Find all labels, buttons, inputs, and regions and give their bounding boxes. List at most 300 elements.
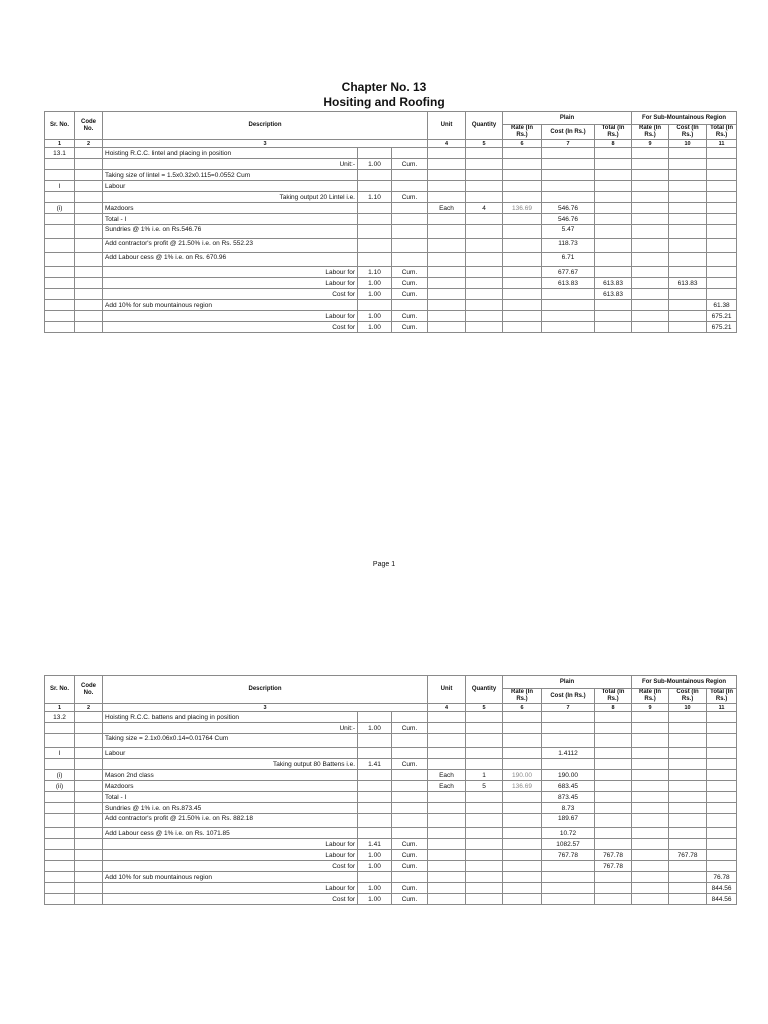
table-cell (707, 839, 737, 850)
table-row (45, 278, 737, 289)
table-row (45, 734, 737, 748)
table-cell (669, 883, 707, 894)
col-number: 11 (707, 704, 737, 712)
table-cell (595, 253, 632, 267)
table-row (45, 712, 737, 723)
table-cell (358, 253, 392, 267)
table-cell (542, 170, 595, 181)
table-cell (669, 781, 707, 792)
table-cell (75, 861, 103, 872)
table-cell (669, 814, 707, 828)
table-row (45, 192, 737, 203)
table-cell (466, 814, 503, 828)
table-cell (632, 289, 669, 300)
header-total-sub: Total (In Rs.) (707, 125, 737, 140)
table-cell: 1.00 (358, 883, 392, 894)
table-cell (542, 181, 595, 192)
table-cell (595, 214, 632, 225)
table-cell: Cum. (392, 861, 428, 872)
table-cell (707, 861, 737, 872)
table-cell: 76.78 (707, 872, 737, 883)
table-cell (75, 839, 103, 850)
table-cell (632, 203, 669, 214)
table-cell (428, 872, 466, 883)
table-cell (669, 894, 707, 905)
table-row (45, 872, 737, 883)
table-row (45, 792, 737, 803)
table-cell (75, 850, 103, 861)
table-cell (707, 289, 737, 300)
table-row (45, 148, 737, 159)
table-cell (75, 872, 103, 883)
table-cell: Hoisting R.C.C. battens and placing in position (103, 712, 358, 723)
table-cell (632, 781, 669, 792)
table-cell (75, 814, 103, 828)
table-cell (75, 894, 103, 905)
table-cell: Add contractor's profit @ 21.50% i.e. on Rs. 882.18 (103, 814, 358, 828)
table-cell (503, 253, 542, 267)
table-cell: 767.78 (595, 850, 632, 861)
table-cell: Labour for (103, 267, 358, 278)
table-cell: 1.41 (358, 759, 392, 770)
table-cell (358, 872, 392, 883)
table-cell: 1.10 (358, 267, 392, 278)
table-cell (75, 203, 103, 214)
table-cell (45, 267, 75, 278)
table-cell (669, 300, 707, 311)
table-cell (595, 792, 632, 803)
table-cell: Total - I (103, 214, 358, 225)
header-quantity: Quantity (466, 112, 503, 140)
table-cell (503, 723, 542, 734)
table-cell (669, 792, 707, 803)
table-cell (542, 883, 595, 894)
table-cell (392, 225, 428, 239)
table-cell (503, 159, 542, 170)
table-row (45, 814, 737, 828)
table-cell (595, 225, 632, 239)
table-cell (632, 192, 669, 203)
table-cell (392, 734, 428, 748)
table-cell (75, 748, 103, 759)
table-cell (595, 311, 632, 322)
table-cell (428, 861, 466, 872)
header-total-sub: Total (In Rs.) (707, 689, 737, 704)
table-cell (595, 203, 632, 214)
table-cell (358, 239, 392, 253)
table-cell (75, 734, 103, 748)
table-cell (466, 712, 503, 723)
table-cell: Unit:- (103, 723, 358, 734)
table-cell (503, 883, 542, 894)
table-cell (75, 759, 103, 770)
table-cell (503, 748, 542, 759)
table-cell: Mason 2nd class (103, 770, 358, 781)
table-cell: Taking output 20 Lintel i.e. (103, 192, 358, 203)
table-cell (669, 712, 707, 723)
table-cell (45, 839, 75, 850)
table-cell (632, 253, 669, 267)
table-cell (632, 267, 669, 278)
table-cell (632, 759, 669, 770)
col-number: 10 (669, 140, 707, 148)
table-cell (428, 792, 466, 803)
table-cell (669, 181, 707, 192)
table-cell (542, 192, 595, 203)
header-rate-sub: Rate (In Rs.) (632, 125, 669, 140)
table-cell: 13.2 (45, 712, 75, 723)
table-cell (428, 267, 466, 278)
table-cell (595, 239, 632, 253)
table-cell (45, 170, 75, 181)
table-cell (466, 278, 503, 289)
table-cell (707, 814, 737, 828)
table-cell (542, 759, 595, 770)
table-cell (542, 289, 595, 300)
table-cell (428, 225, 466, 239)
table-row (45, 839, 737, 850)
table-cell (707, 759, 737, 770)
table-cell (669, 311, 707, 322)
table-cell (45, 723, 75, 734)
table-cell: Hoisting R.C.C. lintel and placing in position (103, 148, 358, 159)
table-cell (392, 203, 428, 214)
table-cell: Taking size of lintel = 1.5x0.32x0.115=0.0552 Cum (103, 170, 358, 181)
table-cell (428, 300, 466, 311)
table-cell (542, 311, 595, 322)
table-cell: 613.83 (595, 278, 632, 289)
table-cell (45, 289, 75, 300)
table-cell (466, 289, 503, 300)
table-cell (466, 214, 503, 225)
table-cell: 767.78 (669, 850, 707, 861)
table-cell (595, 181, 632, 192)
table-cell (542, 894, 595, 905)
table-cell: Cum. (392, 850, 428, 861)
header-cost: Cost (In Rs.) (542, 125, 595, 140)
table-cell: 675.21 (707, 311, 737, 322)
table-cell (669, 803, 707, 814)
table-cell (428, 239, 466, 253)
table-cell (632, 894, 669, 905)
col-number: 6 (503, 704, 542, 712)
table-cell: Cum. (392, 267, 428, 278)
table-cell: 190.00 (503, 770, 542, 781)
table-cell (358, 781, 392, 792)
table-cell (669, 759, 707, 770)
table-cell (466, 803, 503, 814)
table-cell (542, 861, 595, 872)
table-cell (75, 723, 103, 734)
table-cell: Add contractor's profit @ 21.50% i.e. on Rs. 552.23 (103, 239, 358, 253)
table-row (45, 861, 737, 872)
table-cell (466, 723, 503, 734)
table-cell (595, 300, 632, 311)
table-cell (632, 300, 669, 311)
table-cell (466, 748, 503, 759)
table-cell (669, 225, 707, 239)
table-cell (595, 839, 632, 850)
table-cell (45, 734, 75, 748)
table-cell (75, 781, 103, 792)
table-row (45, 781, 737, 792)
table-cell (392, 239, 428, 253)
table-cell (466, 181, 503, 192)
table-cell: Labour (103, 748, 358, 759)
col-number: 1 (45, 140, 75, 148)
table-cell (466, 311, 503, 322)
table-cell (428, 170, 466, 181)
table-cell (392, 712, 428, 723)
table-cell (392, 181, 428, 192)
table-row (45, 803, 737, 814)
table-cell: 1.00 (358, 289, 392, 300)
table-cell (503, 289, 542, 300)
table-cell: Cum. (392, 883, 428, 894)
table-cell (45, 253, 75, 267)
table-cell (358, 792, 392, 803)
table-cell (632, 322, 669, 333)
col-number: 7 (542, 704, 595, 712)
table-cell: 613.83 (542, 278, 595, 289)
table-cell (669, 748, 707, 759)
table-cell (466, 828, 503, 839)
col-number: 7 (542, 140, 595, 148)
table-cell: Mazdoors (103, 781, 358, 792)
table-cell (466, 850, 503, 861)
table-cell: Add Labour cess @ 1% i.e. on Rs. 670.96 (103, 253, 358, 267)
table-cell (632, 850, 669, 861)
table-cell (632, 883, 669, 894)
table-cell: 1.41 (358, 839, 392, 850)
table-cell: 683.45 (542, 781, 595, 792)
table-cell: 767.78 (595, 861, 632, 872)
table-row (45, 170, 737, 181)
table-cell (428, 850, 466, 861)
table-cell (707, 803, 737, 814)
table-cell (669, 253, 707, 267)
table-cell (392, 872, 428, 883)
table-cell (503, 803, 542, 814)
page-number: Page 1 (372, 561, 396, 568)
header-sub-mountainous: For Sub-Mountainous Region (632, 112, 737, 125)
table-cell (595, 894, 632, 905)
header-description: Description (103, 112, 428, 140)
table-cell: Cum. (392, 311, 428, 322)
table-cell (707, 203, 737, 214)
table-cell (632, 828, 669, 839)
table-cell (75, 712, 103, 723)
table-cell: Mazdoors (103, 203, 358, 214)
table-cell (669, 734, 707, 748)
table-cell (428, 883, 466, 894)
table-cell (503, 828, 542, 839)
table-cell: 13.1 (45, 148, 75, 159)
table-cell (595, 322, 632, 333)
table-cell (503, 225, 542, 239)
table-cell (503, 170, 542, 181)
col-number: 3 (103, 140, 428, 148)
table-cell (392, 828, 428, 839)
table-row (45, 289, 737, 300)
table-cell: 4 (466, 203, 503, 214)
table-cell (707, 267, 737, 278)
table-cell: Each (428, 781, 466, 792)
table-cell (466, 239, 503, 253)
table-cell (75, 792, 103, 803)
col-number: 8 (595, 140, 632, 148)
table-cell (45, 814, 75, 828)
table-cell (358, 214, 392, 225)
table-cell (669, 203, 707, 214)
table-cell (707, 770, 737, 781)
table-cell: 5 (466, 781, 503, 792)
table-cell: 677.67 (542, 267, 595, 278)
table-cell (466, 148, 503, 159)
table-cell (669, 148, 707, 159)
table-cell (632, 712, 669, 723)
header-total: Total (In Rs.) (595, 125, 632, 140)
table-cell (707, 192, 737, 203)
table-cell: 1.00 (358, 159, 392, 170)
table-cell: Labour for (103, 850, 358, 861)
table-cell (669, 214, 707, 225)
table-cell (503, 839, 542, 850)
table-cell (542, 872, 595, 883)
table-cell: 1.10 (358, 192, 392, 203)
table-cell (595, 159, 632, 170)
table-cell: 6.71 (542, 253, 595, 267)
table-row (45, 723, 737, 734)
table-cell: 1.00 (358, 850, 392, 861)
table-cell: 675.21 (707, 322, 737, 333)
col-number: 1 (45, 704, 75, 712)
table-cell (45, 850, 75, 861)
table-cell: Cum. (392, 322, 428, 333)
table-cell (632, 748, 669, 759)
table-cell: 613.83 (669, 278, 707, 289)
table-cell: Add Labour cess @ 1% i.e. on Rs. 1071.85 (103, 828, 358, 839)
table-cell (669, 267, 707, 278)
table-cell (75, 214, 103, 225)
table-cell: 1.00 (358, 278, 392, 289)
table-cell: Labour for (103, 311, 358, 322)
table-cell (632, 225, 669, 239)
table-cell (466, 861, 503, 872)
table-cell (503, 267, 542, 278)
table-cell (428, 734, 466, 748)
header-rate: Rate (In Rs.) (503, 125, 542, 140)
table-cell (358, 300, 392, 311)
table-cell (707, 214, 737, 225)
table-cell (632, 214, 669, 225)
table-cell (503, 734, 542, 748)
table-cell (428, 814, 466, 828)
table-cell (542, 712, 595, 723)
table-cell (707, 170, 737, 181)
table-cell (358, 170, 392, 181)
table-row (45, 770, 737, 781)
table-cell (392, 781, 428, 792)
table-cell (428, 311, 466, 322)
table-cell (632, 311, 669, 322)
table-cell (428, 253, 466, 267)
table-row (45, 267, 737, 278)
table-cell: Cost for (103, 861, 358, 872)
table-cell: Cost for (103, 322, 358, 333)
header-unit: Unit (428, 676, 466, 704)
table-cell (595, 267, 632, 278)
table-cell: Each (428, 203, 466, 214)
table-cell (75, 148, 103, 159)
table-cell (358, 712, 392, 723)
table-row (45, 311, 737, 322)
table-cell (503, 181, 542, 192)
table-cell (428, 748, 466, 759)
table-cell (466, 839, 503, 850)
table-cell (632, 770, 669, 781)
table-cell: (i) (45, 203, 75, 214)
table-cell: Sundries @ 1% i.e. on Rs.546.76 (103, 225, 358, 239)
col-number: 2 (75, 140, 103, 148)
table-cell (428, 278, 466, 289)
header-cost-sub: Cost (In Rs.) (669, 689, 707, 704)
table-cell (669, 170, 707, 181)
table-cell: 190.00 (542, 770, 595, 781)
table-cell (75, 192, 103, 203)
table-cell: Cost for (103, 894, 358, 905)
table-cell (595, 192, 632, 203)
header-sr-no: Sr. No. (45, 676, 75, 704)
table-cell (707, 748, 737, 759)
table-cell (392, 148, 428, 159)
table-cell (75, 883, 103, 894)
table-cell (358, 814, 392, 828)
table-cell (707, 181, 737, 192)
chapter-subtitle: Hositing and Roofing (323, 95, 445, 109)
table-cell (707, 278, 737, 289)
table-cell (595, 814, 632, 828)
table-cell (542, 322, 595, 333)
table-cell (503, 814, 542, 828)
table-cell (392, 770, 428, 781)
table-row (45, 748, 737, 759)
table-cell (669, 322, 707, 333)
table-cell (632, 170, 669, 181)
table-cell (632, 792, 669, 803)
table-cell: 1.00 (358, 311, 392, 322)
table-cell (75, 828, 103, 839)
table-cell (45, 872, 75, 883)
table-cell (466, 170, 503, 181)
table-cell (428, 289, 466, 300)
table-cell (45, 192, 75, 203)
table-cell (669, 723, 707, 734)
table-cell (707, 712, 737, 723)
table-cell (595, 148, 632, 159)
table-cell (75, 267, 103, 278)
col-number: 4 (428, 704, 466, 712)
table-cell (595, 759, 632, 770)
table-cell (503, 192, 542, 203)
table-cell: 767.78 (542, 850, 595, 861)
table-cell: 1.00 (358, 723, 392, 734)
table-cell (595, 723, 632, 734)
table-cell (632, 723, 669, 734)
table-cell: Labour for (103, 883, 358, 894)
table-cell (632, 861, 669, 872)
table-cell: Taking output 80 Battens i.e. (103, 759, 358, 770)
